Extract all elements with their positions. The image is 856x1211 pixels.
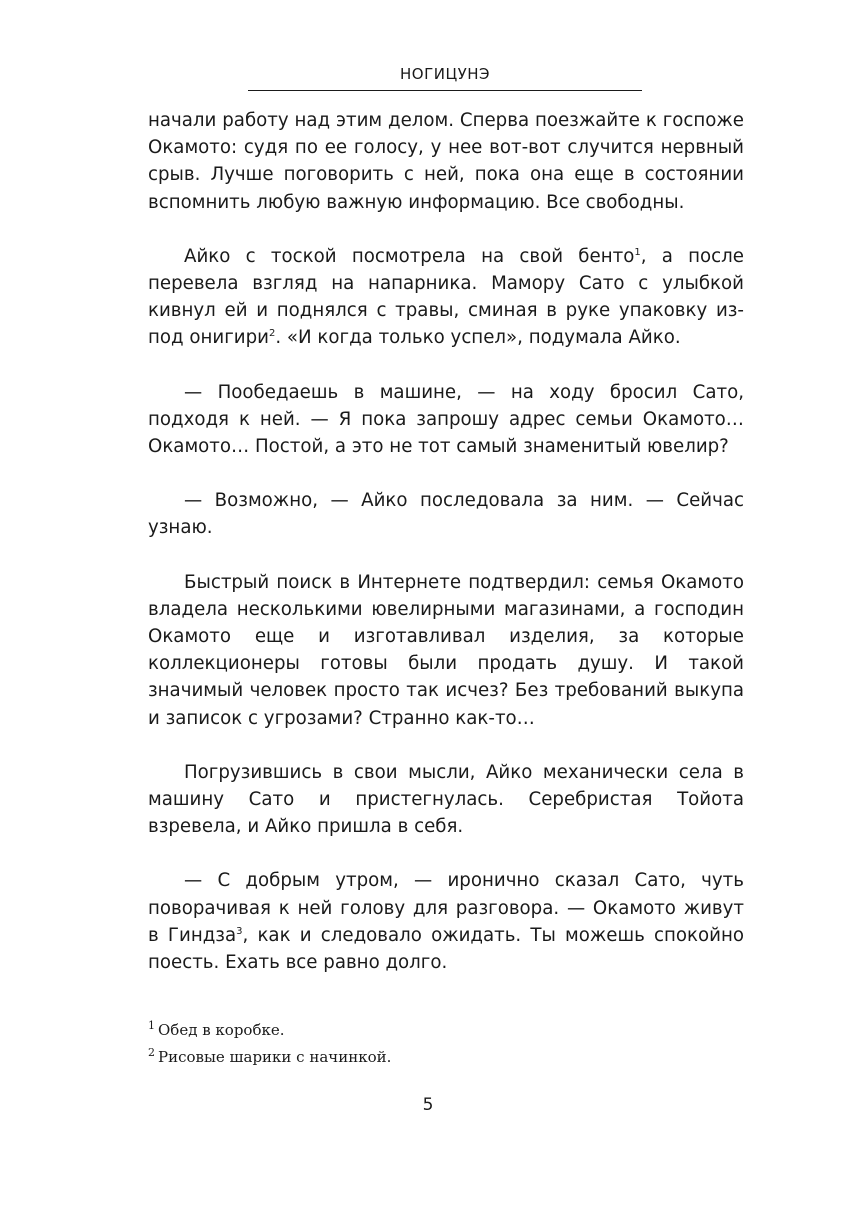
paragraph-2-part-b: , а после перевела взгляд на напарника. Мамору Сато с улыбкой кивнул ей и поднялся с травы, сминая в руке упаковку из-под онигири [148, 245, 744, 349]
footnote-ref-3: 3 [236, 925, 243, 937]
footnotes [148, 1020, 744, 1074]
paragraph-6: Погрузившись в свои мысли, Айко механически села в машину Сато и пристегнулась. Серебристая Тойота взревела, и Айко пришла в себя. [148, 761, 744, 838]
paragraph-1: начали работу над этим делом. Сперва поезжайте к госпоже Окамото: судя по ее голосу, у нее вот-вот случится нервный срыв. Лучше поговорить с ней, пока она еще в состоянии вспомнить любую важную информацию. Все свободны. [148, 110, 744, 213]
page-number: 5 [422, 1095, 434, 1115]
footnote-1-mark: 1 [148, 1019, 155, 1032]
header-rule [248, 90, 642, 91]
paragraph-2 [148, 243, 744, 352]
paragraph-2-part-a: Айко с тоской посмотрела на свой бенто [184, 245, 635, 267]
paragraph-5: Быстрый поиск в Интернете подтвердил: семья Окамото владела несколькими ювелирными магазинами, а господин Окамото еще и изготавливал изделия, за которые коллекционеры готовы были продать душу. И такой значимый человек просто так исчез? Без требований выкупа и записок с угрозами? Странно как-то… [148, 571, 744, 729]
footnote-ref-1: 1 [634, 246, 641, 258]
paragraph-7-part-a: — С добрым утром, — иронично сказал Сато, чуть поворачивая к ней голову для разговора. — Окамото живут в Гиндза [148, 870, 744, 946]
footnote-ref-2: 2 [268, 328, 276, 340]
footnote-2 [148, 1047, 744, 1067]
footnote-1-text: Обед в коробке. [158, 1021, 285, 1039]
paragraph-7-part-b: , как и следовало ожидать. Ты можешь спокойно поесть. Ехать все равно долго. [148, 924, 744, 974]
running-head: НОГИЦУНЭ [400, 65, 490, 83]
paragraph-3: — Пообедаешь в машине, — на ходу бросил Сато, подходя к ней. — Я пока запрошу адрес семьи Окамото… Окамото… Постой, а это не тот самый знаменитый ювелир? [148, 381, 744, 458]
footnote-1 [148, 1020, 744, 1040]
footnote-2-mark: 2 [148, 1046, 155, 1059]
paragraph-2-part-c: . «И когда только успел», подумала Айко. [275, 327, 681, 349]
paragraph-4: — Возможно, — Айко последовала за ним. — Сейчас узнаю. [148, 490, 744, 539]
body-text [148, 107, 744, 976]
footnote-2-text: Рисовые шарики с начинкой. [158, 1048, 392, 1066]
paragraph-7 [148, 867, 744, 976]
